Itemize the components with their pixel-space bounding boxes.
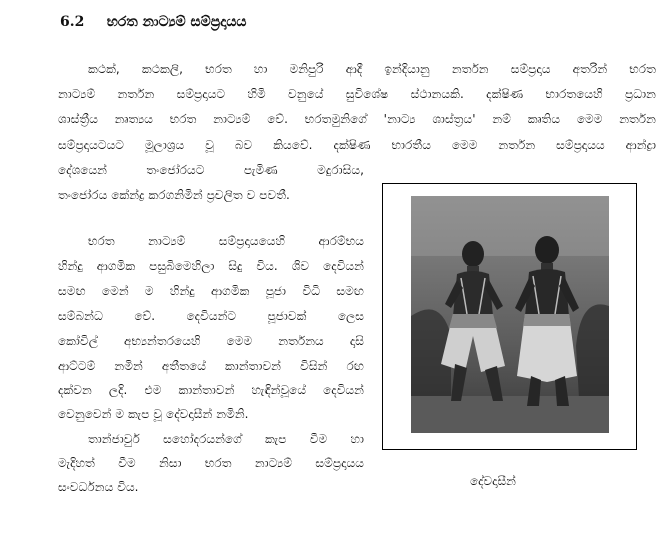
- section-number: 6.2: [60, 14, 85, 30]
- paragraph1-line-4: සම්ප්‍රදායටයට මූලාශ්‍රය වූ බව කියවේ. දක්ෂිණ භාරතීය මෙම නර්තන සම්ප්‍රදායය ආන්ද්‍රා: [58, 138, 656, 152]
- figure-frame: [382, 183, 637, 450]
- figure-caption: දේවදාසීන්: [470, 474, 516, 488]
- paragraph3-line-1: තාන්ජාවුර් සහෝදරයන්ගේ කැප වීම හා: [88, 432, 364, 446]
- paragraph1-line-3: ශාස්ත්‍රීය නෘත්‍යය භරත නාට්‍යම් වේ. භරතමුනිගේ 'නාට්‍ය ශාස්ත්‍රය' නම් කෘතිය මෙම නර්තන: [58, 112, 656, 126]
- paragraph1-line-5: දේශයෙන් තංජෝරයට පැමිණ මදුරාසිය,: [58, 163, 364, 177]
- paragraph3-line-2: මැදිහත් වීම නිසා භරත නාට්‍යම් සම්ප්‍රදායය: [58, 456, 364, 470]
- section-heading: [60, 14, 247, 30]
- paragraph1-line-6: තංජෝරය කේන්ද්‍ර කරගනිමින් ප්‍රචලිත ව පවතී.: [58, 188, 290, 202]
- paragraph1-line-2: නාට්‍යම් නර්තන සම්ප්‍රදායට හිමි වනුයේ සුවිශේෂ ස්ථානයකි. දක්ෂිණ භාරතයෙහි ප්‍රධාන: [58, 87, 656, 101]
- paragraph1-line-1: කථක්, කථකලි, භරත හා මනිපුරි ආදී ඉන්දියානු නර්තන සම්ප්‍රදාය අතරින් භරත: [88, 62, 656, 76]
- section-title: භරත නාට්‍යම් සම්ප්‍රදායය: [106, 14, 247, 30]
- devadasi-photo: [411, 196, 609, 433]
- paragraph2-line-6: ආට්ටම් නමින් අතීතයේ කාන්තාවන් විසින් රඟ: [58, 359, 364, 373]
- paragraph2-line-4: සම්බන්ධ වේ. දෙවියන්ට පූජාවක් ලෙස: [58, 309, 364, 323]
- paragraph3-line-3: සංවර්ධනය විය.: [58, 480, 139, 494]
- paragraph2-line-1: භරත නාට්‍යම් සම්ප්‍රදායයෙහි ආරම්භය: [88, 234, 364, 248]
- paragraph2-line-2: හින්දු ආගමික පසුබිමෙහිලා සිදු විය. ශිව දෙවියන්: [58, 259, 364, 273]
- paragraph2-line-7: දක්වන ලදි. එම කාන්තාවන් හැඳින්වූයේ දෙවියන්: [58, 383, 364, 397]
- paragraph2-line-3: සමඟ මෙන් ම හින්දු ආගමික පූජා විධි සමඟ: [58, 284, 364, 298]
- paragraph2-line-5: කෝවිල් අභ්‍යන්තරයෙහි මෙම නර්තනය දාසි: [58, 334, 364, 348]
- paragraph2-line-8: වෙනුවෙන් ම කැප වූ දේවදාසීන් නමිනි.: [58, 407, 249, 421]
